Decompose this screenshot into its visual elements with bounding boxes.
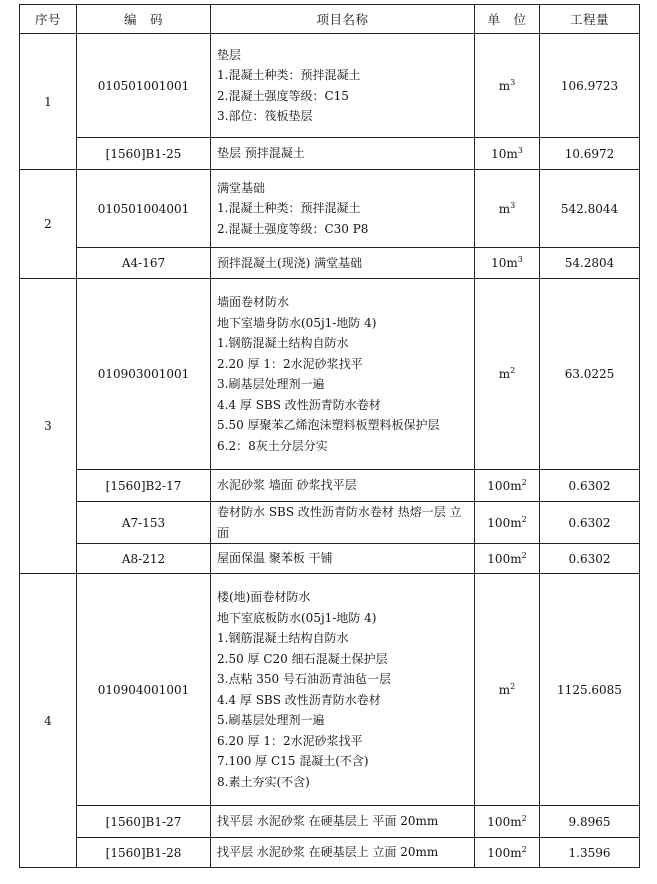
table-row — [20, 279, 640, 470]
item-name-cell — [211, 574, 475, 806]
unit-base: 10m — [491, 256, 518, 270]
table-body — [20, 34, 640, 868]
item-name-line: 满堂基础 — [217, 180, 266, 195]
header-unit: 单 位 — [475, 5, 540, 34]
item-name-line: 3.点粘 350 号石油沥青油毡一层 — [217, 672, 391, 686]
unit-cell — [475, 574, 540, 806]
item-name-cell — [211, 806, 475, 838]
code-cell: [1560]B1-28 — [77, 838, 211, 868]
item-name-line: 地下室底板防水(05j1-地防 4) — [217, 610, 377, 625]
quantity-cell: 54.2804 — [540, 248, 640, 279]
quantity-cell: 63.0225 — [540, 279, 640, 470]
unit-cell — [475, 34, 540, 138]
item-name-line: 8.素土夯实(不含) — [217, 774, 310, 789]
item-name-line: 3.刷基层处理剂一遍 — [217, 377, 325, 391]
header-quantity: 工程量 — [540, 5, 640, 34]
unit-base: 100m — [487, 845, 522, 860]
table-header-row — [20, 5, 640, 34]
item-name-line: 找平层 水泥砂浆 在硬基层上 平面 20mm — [217, 814, 439, 829]
unit-cell — [475, 248, 540, 279]
table-row — [20, 544, 640, 574]
seq-cell: 1 — [20, 34, 77, 170]
item-name-cell — [211, 34, 475, 138]
item-name-line: 地下室墙身防水(05j1-地防 4) — [217, 315, 377, 330]
unit-base: m — [498, 78, 511, 93]
table-row — [20, 838, 640, 868]
item-name-line: 7.100 厚 C15 混凝土(不含) — [217, 754, 369, 768]
item-name-cell — [211, 470, 475, 502]
code-cell: 010501004001 — [77, 170, 211, 248]
item-name-line: 1.钢筋混凝土结构自防水 — [217, 631, 349, 645]
code-cell: [1560]B2-17 — [77, 470, 211, 502]
unit-exponent: 2 — [521, 514, 527, 524]
item-name-line: 垫层 预拌混凝土 — [217, 146, 305, 161]
item-name-line: 水泥砂浆 墙面 砂浆找平层 — [217, 478, 357, 493]
item-name-line: 垫层 — [217, 47, 242, 62]
table-row — [20, 138, 640, 170]
unit-exponent: 3 — [510, 200, 516, 210]
unit-cell — [475, 502, 540, 544]
item-name-line: 墙面卷材防水 — [217, 295, 290, 309]
unit-cell — [475, 279, 540, 470]
unit-base: m — [498, 682, 511, 697]
header-seq: 序号 — [20, 5, 77, 34]
unit-base: m — [498, 367, 511, 381]
item-name-line: 2.混凝土强度等级：C30 P8 — [217, 221, 369, 236]
item-name-line: 卷材防水 SBS 改性沥青防水卷材 热熔一层 立面 — [217, 505, 462, 540]
bill-of-quantities-table — [19, 4, 640, 868]
quantity-cell: 1125.6085 — [540, 574, 640, 806]
item-name-cell — [211, 248, 475, 279]
unit-exponent: 3 — [517, 255, 523, 264]
unit-cell — [475, 470, 540, 502]
code-cell: A4-167 — [77, 248, 211, 279]
quantity-cell: 1.3596 — [540, 838, 640, 868]
item-name-line: 1.钢筋混凝土结构自防水 — [217, 336, 349, 350]
code-cell: 010501001001 — [77, 34, 211, 138]
table-row — [20, 806, 640, 838]
unit-cell — [475, 170, 540, 248]
unit-cell — [475, 806, 540, 838]
item-name-line: 6.20 厚 1：2水泥砂浆找平 — [217, 733, 363, 748]
item-name-line: 1.混凝土种类：预拌混凝土 — [217, 201, 361, 216]
unit-exponent: 2 — [521, 550, 527, 560]
item-name-line: 2.20 厚 1：2水泥砂浆找平 — [217, 356, 363, 371]
unit-cell — [475, 838, 540, 868]
table-row — [20, 170, 640, 248]
seq-cell: 3 — [20, 279, 77, 574]
item-name-cell — [211, 279, 475, 470]
table-row — [20, 502, 640, 544]
unit-base: 10m — [491, 146, 518, 161]
table-row — [20, 574, 640, 806]
item-name-cell — [211, 544, 475, 574]
item-name-line: 1.混凝土种类：预拌混凝土 — [217, 68, 361, 82]
code-cell: 010903001001 — [77, 279, 211, 470]
unit-exponent: 2 — [510, 681, 516, 691]
seq-cell: 4 — [20, 574, 77, 868]
table-row — [20, 248, 640, 279]
item-name-cell — [211, 170, 475, 248]
item-name-line: 2.50 厚 C20 细石混凝土保护层 — [217, 651, 388, 666]
item-name-cell — [211, 138, 475, 170]
unit-cell — [475, 544, 540, 574]
quantity-cell: 9.8965 — [540, 806, 640, 838]
item-name-line: 楼(地)面卷材防水 — [217, 590, 311, 604]
item-name-line: 3.部位：筏板垫层 — [217, 109, 313, 123]
table-row — [20, 34, 640, 138]
table-row — [20, 470, 640, 502]
quantity-cell: 542.8044 — [540, 170, 640, 248]
item-name-line: 5.刷基层处理剂一遍 — [217, 713, 325, 727]
unit-exponent: 3 — [510, 77, 516, 87]
item-name-cell — [211, 502, 475, 544]
item-name-line: 屋面保温 聚苯板 干铺 — [217, 551, 333, 566]
quantity-cell: 0.6302 — [540, 544, 640, 574]
seq-cell: 2 — [20, 170, 77, 279]
code-cell: A7-153 — [77, 502, 211, 544]
quantity-cell: 106.9723 — [540, 34, 640, 138]
code-cell: [1560]B1-27 — [77, 806, 211, 838]
item-name-line: 5.50 厚聚苯乙烯泡沫塑料板塑料板保护层 — [217, 418, 440, 432]
unit-base: 100m — [487, 814, 522, 829]
item-name-cell — [211, 838, 475, 868]
unit-base: 100m — [487, 551, 522, 566]
unit-base: m — [498, 201, 511, 216]
item-name-line: 找平层 水泥砂浆 在硬基层上 立面 20mm — [217, 845, 439, 860]
header-code: 编 码 — [77, 5, 211, 34]
unit-exponent: 2 — [521, 477, 527, 487]
unit-exponent: 2 — [521, 813, 527, 823]
code-cell: A8-212 — [77, 544, 211, 574]
quantity-cell: 0.6302 — [540, 470, 640, 502]
unit-exponent: 2 — [521, 844, 527, 854]
item-name-line: 6.2：8灰土分层分实 — [217, 438, 328, 453]
quantity-cell: 10.6972 — [540, 138, 640, 170]
code-cell: [1560]B1-25 — [77, 138, 211, 170]
unit-base: 100m — [487, 478, 522, 493]
item-name-line: 2.混凝土强度等级：C15 — [217, 88, 349, 103]
header-name: 项目名称 — [211, 5, 475, 34]
unit-exponent: 2 — [510, 366, 516, 375]
unit-cell — [475, 138, 540, 170]
unit-exponent: 3 — [517, 145, 523, 155]
unit-base: 100m — [487, 515, 522, 530]
item-name-line: 4.4 厚 SBS 改性沥青防水卷材 — [217, 397, 381, 412]
item-name-line: 4.4 厚 SBS 改性沥青防水卷材 — [217, 692, 381, 707]
quantity-cell: 0.6302 — [540, 502, 640, 544]
code-cell: 010904001001 — [77, 574, 211, 806]
item-name-line: 预拌混凝土(现浇) 满堂基础 — [217, 255, 363, 270]
